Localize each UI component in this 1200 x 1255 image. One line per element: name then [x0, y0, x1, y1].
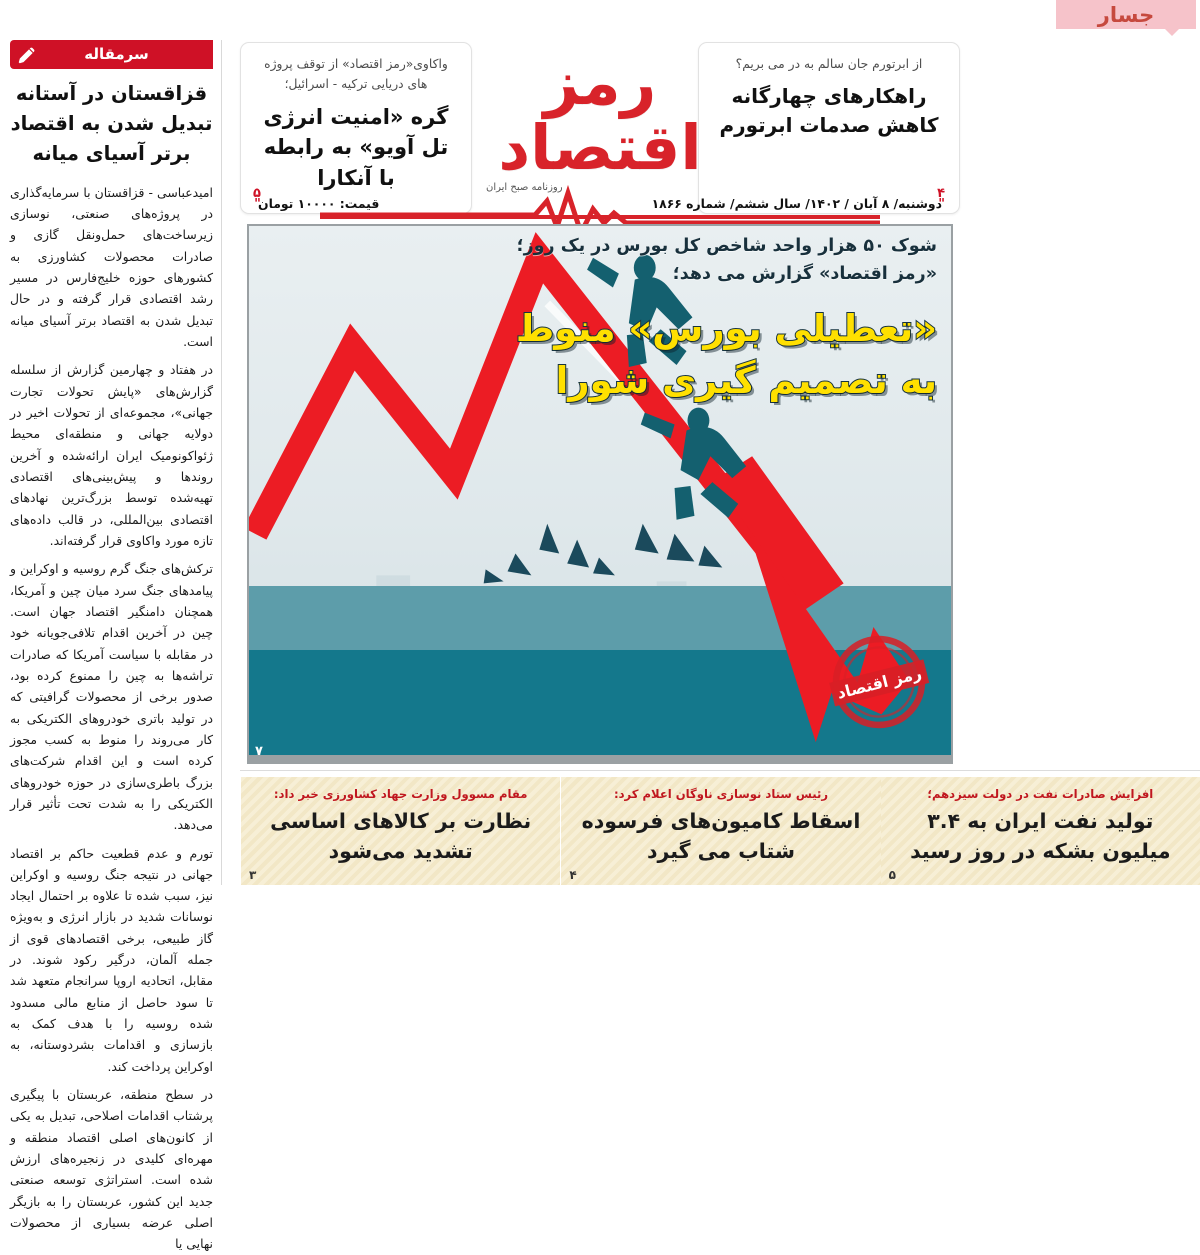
teaser-headline: راهکارهای چهارگانه کاهش صدمات ابرتورم — [719, 83, 939, 137]
teaser-kicker: واکاوی«رمز اقتصاد» از توقف پروژه های دریایی ترکیه - اسرائیل؛ — [264, 57, 448, 91]
editorial-paragraph: تورم و عدم قطعیت حاکم بر اقتصاد جهانی در نتیجه جنگ روسیه و اوکراین نیز، سبب شده تا علاوه بر احتمال ایجاد نوسانات شدید در بازار انرژی و به‌ویژه گاز طبیعی، برخی اقتصادهای قوی از جمله آلمان، درگیر رکود شوند. در مقابل، اتحادیه اروپا سرانجام متعهد شد تا سود حاصل از منابع مالی مسدود شده روسیه را با هدف کمک به بازسازی و اقدامات بشردوستانه، به اوکراین پرداخت کند. — [10, 845, 213, 1074]
bottom-card-kicker: رئیس ستاد نوسازی ناوگان اعلام کرد: — [613, 787, 829, 801]
brand-tag-label: جسار — [1097, 2, 1155, 27]
teaser-page-number: ۴ " — [937, 187, 945, 209]
hero-page-number: ۷ — [255, 744, 263, 759]
stamp-label: رمز اقتصاد — [835, 663, 924, 703]
editorial-badge — [10, 40, 213, 69]
masthead-price: قیمت: ۱۰۰۰۰ تومان — [258, 196, 380, 211]
falling-person-icon — [641, 408, 746, 520]
teaser-kicker: از ابرتورم جان سالم به در می بریم؟ — [735, 57, 923, 71]
masthead-date: دوشنبه/ ۸ آبان / ۱۴۰۲/ سال ششم/ شماره ۱۸۶۶ — [651, 196, 942, 211]
editorial-badge-row — [10, 40, 213, 69]
bottom-card-page-number: ۵ — [888, 868, 896, 882]
bottom-card-page-number: ۳ — [249, 868, 257, 882]
hero-kicker: شوک ۵۰ هزار واحد شاخص کل بورس در یک روز؛ «رمز اقتصاد» گزارش می دهد؛ — [516, 236, 937, 285]
masthead-logo: رمز اقتصاد — [498, 46, 702, 185]
editorial-headline: قزاقستان در آستانه تبدیل شدن به اقتصاد برتر آسیای میانه — [10, 82, 213, 166]
bottom-card-oil-production[interactable] — [881, 777, 1200, 885]
bottom-teaser-strip — [240, 777, 1200, 885]
hero-headline: «تعطیلی بورس» منوط به تصمیم گیری شورا — [515, 306, 937, 403]
masthead-tagline: روزنامه صبح ایران — [486, 182, 563, 194]
bottom-card-kicker: مقام مسوول وزارت جهاد کشاورزی خبر داد: — [273, 787, 528, 801]
editorial-paragraph: امیدعباسی - قزاقستان با سرمایه‌گذاری در پروژه‌های صنعتی، نوسازی زیرساخت‌های حمل‌ونقل گازی و صادرات محصولات کشاورزی به کشورهای حوزه خلیج‌فارس در مسیر رشد اقتصادی قرار گرفته و در حال تبدیل شدن به اقتصاد برتر آسیای میانه است. — [10, 184, 213, 349]
editorial-body — [10, 182, 213, 1255]
hero-illustration — [247, 224, 953, 764]
bottom-divider — [240, 770, 1200, 771]
brand-tag-banner — [1056, 0, 1196, 29]
pencil-icon — [16, 44, 38, 66]
bottom-card-kicker: افزایش صادرات نفت در دولت سیزدهم؛ — [927, 787, 1154, 801]
bottom-card-page-number: ۴ — [569, 868, 577, 882]
editorial-paragraph: در سطح منطقه، عربستان با پیگیری پرشتاب اقدامات اصلاحی، تبدیل به یکی از کانون‌های اصلی اقتصاد منطقه و مهره‌ای کلیدی در زنجیره‌های ارزش شده است. استراتژی توسعه صنعتی جدید این کشور، عربستان را به بازیگر اصلی عرضه بسیاری از محصولات نهایی یا — [10, 1087, 213, 1252]
bottom-card-headline: نظارت بر کالاهای اساسی تشدید می‌شود — [270, 809, 532, 863]
bottom-card-headline: تولید نفت ایران به ۳.۴ میلیون بشکه در روز رسید — [910, 809, 1171, 863]
teaser-headline: گره «امنیت انرژی تل آویو» به رابطه با آنکارا — [263, 104, 449, 190]
bottom-card-truck-fleet[interactable] — [560, 777, 880, 885]
masthead-dateline — [250, 196, 950, 211]
editorial-badge-label: سرمقاله — [84, 45, 149, 63]
editorial-paragraph: در هفتاد و چهارمین گزارش از سلسله گزارش‌های «پایش تحولات تجارت جهانی»، مجموعه‌ای از تحولات اخیر در دولایه جهانی و منطقه‌ای محیط ژئواکونومیک ایران ارائه‌شده و آخرین روندها و پیش‌بینی‌های اقتصادی تهیه‌شده توسط بزرگ‌ترین نهادهای اقتصادی بین‌المللی، در قالب داده‌های تازه مورد واکاوی قرار گرفته‌اند. — [10, 362, 213, 548]
brand-tag — [1052, 0, 1200, 33]
hero-text-block — [497, 232, 937, 408]
bottom-card-headline: اسقاط کامیون‌های فرسوده شتاب می گیرد — [581, 809, 861, 863]
editorial-paragraph: ترکش‌های جنگ گرم روسیه و اوکراین و پیامدهای جنگ سرد میان چین و آمریکا، همچنان دامنگیر اقتصاد جهان است. چین در آخرین اقدام تلافی‌جویانه خود در مقابله با سیاست آمریکا که صادرات تراشه‌ها به چین را ممنوع کرده بود، صدور برخی از محصولات گرافیتی که در تولید باتری خودروهای الکتریکی به کار می‌روند را منوط به کسب مجوز کرده است و این اقدام شرکت‌های بزرگ باطری‌سازی در حوزه خودروهای الکتریکی را به شدت تحت تأثیر قرار می‌دهد. — [10, 561, 213, 833]
glass-shards-icon — [484, 524, 723, 584]
teaser-page-number: ۵ " — [253, 187, 261, 209]
bottom-card-agriculture[interactable] — [240, 777, 560, 885]
editorial-column — [0, 40, 222, 1252]
